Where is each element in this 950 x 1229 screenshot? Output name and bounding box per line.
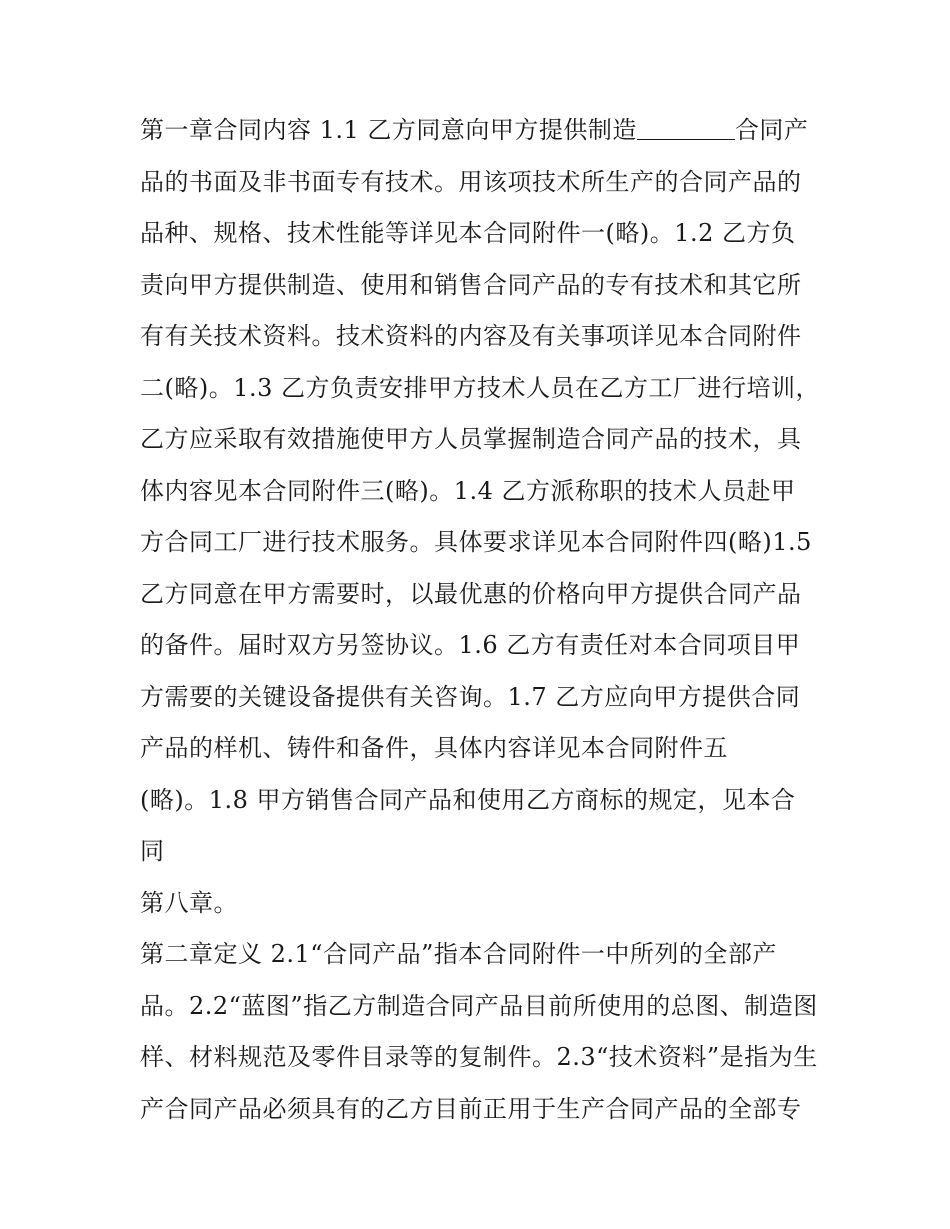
- chapter-heading: 第八章。: [140, 888, 238, 917]
- text-line: 同: [140, 837, 165, 865]
- text-line: 样、材料规范及零件目录等的复制件。2.3“技术资料”是指为生: [140, 1043, 818, 1071]
- text-line: 乙方同意在甲方需要时，以最优惠的价格向甲方提供合同产品: [140, 579, 802, 608]
- text-line: 责向甲方提供制造、使用和销售合同产品的专有技术和其它所: [140, 270, 802, 299]
- text-line: 方需要的关键设备提供有关咨询。1.7 乙方应向甲方提供合同: [140, 682, 801, 711]
- text-line: 产合同产品必须具有的乙方目前正用于生产合同产品的全部专: [140, 1094, 802, 1123]
- text-line: 第一章合同内容 1.1 乙方同意向甲方提供制造 合同产: [140, 108, 820, 160]
- text-line: 乙方应采取有效措施使甲方人员掌握制造合同产品的技术，具: [140, 425, 802, 453]
- text-line: 品种、规格、技术性能等详见本合同附件一(略)。1.2 乙方负: [140, 219, 796, 247]
- fill-in-blank: [637, 109, 735, 140]
- text-line: 产品的样机、铸件和备件，具体内容详见本合同附件五: [140, 734, 728, 762]
- text-line: 方合同工厂进行技术服务。具体要求详见本合同附件四(略)1.5: [140, 528, 812, 556]
- text-line: 体内容见本合同附件三(略)。1.4 乙方派称职的技术人员赴甲: [140, 476, 796, 505]
- text-line: 品。2.2“蓝图”指乙方制造合同产品目前所使用的总图、制造图: [140, 991, 818, 1020]
- text-line: 二(略)。1.3 乙方负责安排甲方技术人员在乙方工厂进行培训，: [140, 373, 821, 402]
- text-line: 有有关技术资料。技术资料的内容及有关事项详见本合同附件: [140, 322, 802, 350]
- contract-text: [140, 108, 820, 1138]
- text-line: 第二章定义 2.1“合同产品”指本合同附件一中所列的全部产: [140, 940, 777, 968]
- text-line: 的备件。届时双方另签协议。1.6 乙方有责任对本合同项目甲: [140, 631, 801, 659]
- text-line: 品的书面及非书面专有技术。用该项技术所生产的合同产品的: [140, 167, 802, 196]
- text-line: (略)。1.8 甲方销售合同产品和使用乙方商标的规定，见本合: [140, 785, 796, 814]
